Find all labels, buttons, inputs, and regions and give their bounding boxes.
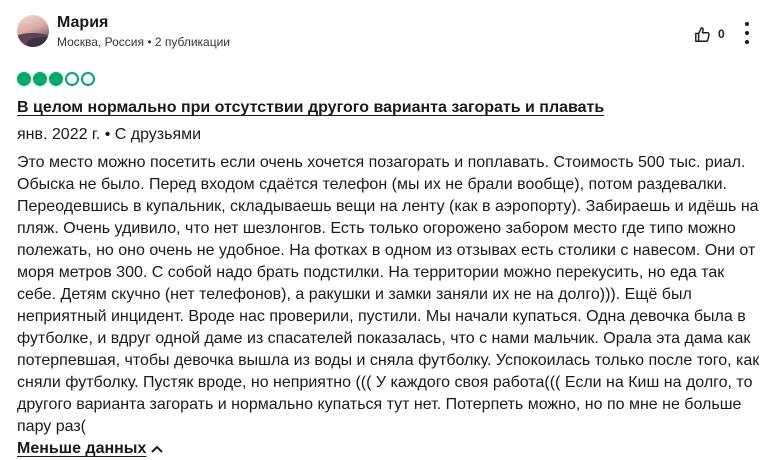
review-text-line: пару раз( bbox=[17, 418, 87, 435]
review-text-line: пляж. Очень удивило, что нет шезлонгов. Есть только огорожено забором место где типо можно bbox=[17, 220, 736, 237]
more-options-icon[interactable] bbox=[740, 22, 754, 44]
review-title[interactable]: В целом нормально при отсутствии другого варианта загорать и плавать bbox=[17, 99, 605, 116]
review-text-line: Это место можно посетить если очень хочется позагорать и поплавать. Стоимость 500 тыс. риал. bbox=[17, 154, 746, 171]
review-text-line: моря метров 300. С собой надо брать подстилки. На территории можно перекусить, но еда так bbox=[17, 264, 725, 281]
visit-date-and-type: янв. 2022 г. • С друзьями bbox=[17, 126, 202, 143]
review-text-line: потерпевшая, чтобы девочка вышла из воды и сняла футболку. Успокоилась только после того, как bbox=[17, 352, 760, 369]
rating-bubble-filled bbox=[17, 72, 31, 86]
review-text-line: сняли футболку. Пустяк вроде, но неприятно ((( У каждого своя работа((( Если на Киш на долго, то bbox=[17, 374, 753, 391]
review-text-line: неприятный инцидент. Вроде нас проверили, пустили. Мы начали купаться. Одна девочка была в bbox=[17, 308, 746, 325]
review-text-line: другого варианта загорать и нормально купаться тут нет. Потерпеть можно, но по мне не больше bbox=[17, 396, 742, 413]
review-text-line: Переодевшись в купальник, складываешь вещи на ленту (как в аэропорту). Забираешь и идёшь на bbox=[17, 198, 759, 215]
review-text bbox=[17, 152, 765, 438]
show-less-button[interactable] bbox=[17, 439, 164, 459]
rating-bubble-empty bbox=[81, 72, 95, 86]
show-less-label: Меньше данных bbox=[17, 440, 147, 457]
helpful-count: 0 bbox=[718, 27, 725, 41]
rating-bubble-filled bbox=[49, 72, 63, 86]
author-meta: Москва, Россия • 2 публикации bbox=[57, 35, 231, 49]
helpful-vote-button[interactable] bbox=[694, 25, 725, 43]
rating-bubble-filled bbox=[33, 72, 47, 86]
rating-bubbles bbox=[17, 72, 95, 86]
review-text-line: Обыска не было. Перед входом сдаётся телефон (мы их не брали вообще), потом раздевалки. bbox=[17, 176, 727, 193]
avatar[interactable] bbox=[17, 15, 49, 47]
more-options-dot bbox=[745, 31, 749, 35]
rating-bubble-empty bbox=[65, 72, 79, 86]
author-name[interactable]: Мария bbox=[57, 14, 109, 31]
review-text-line: себе. Детям скучно (нет телефонов), а ракушки и замки заняли их не на долго))). Ещё был bbox=[17, 286, 692, 303]
avatar-hill-shape bbox=[27, 37, 49, 47]
review-text-line: футболке, и вдруг одной даме из спасателей показалась, что с нами мальчик. Орала эта дама как bbox=[17, 330, 751, 347]
more-options-dot bbox=[745, 40, 749, 44]
chevron-up-icon bbox=[150, 444, 164, 454]
more-options-dot bbox=[745, 22, 749, 26]
thumbs-up-icon bbox=[694, 26, 711, 43]
review-text-line: полежать, но оно очень не удобное. На фотках в одном из отзывах есть столики с навесом. Они от bbox=[17, 242, 756, 259]
